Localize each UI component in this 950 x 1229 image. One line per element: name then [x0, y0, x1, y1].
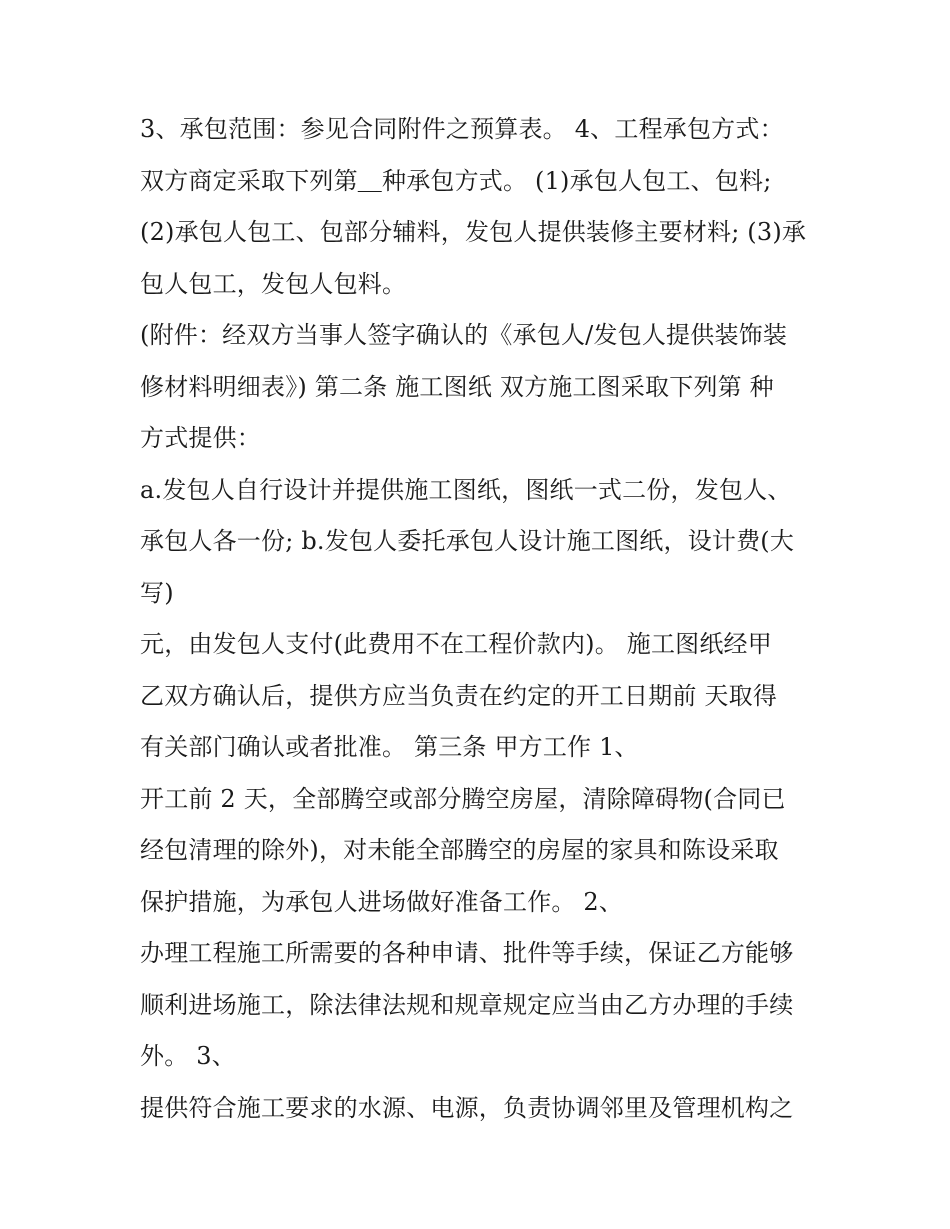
text-line: 写) — [140, 578, 174, 607]
text-line: a.发包人自行设计并提供施工图纸，图纸一式二份，发包人、 — [140, 475, 792, 504]
text-line: 开工前 2 天，全部腾空或部分腾空房屋，清除障碍物(合同已 — [140, 784, 786, 813]
text-line: 顺利进场施工，除法律法规和规章规定应当由乙方办理的手续 — [140, 990, 794, 1019]
text-line: 保护措施，为承包人进场做好准备工作。 2、 — [140, 887, 624, 916]
text-line: 双方商定采取下列第＿种承包方式。 (1)承包人包工、包料; — [140, 166, 772, 195]
text-line: 办理工程施工所需要的各种申请、批件等手续，保证乙方能够 — [140, 939, 794, 967]
text-line: 承包人各一份; b.发包人委托承包人设计施工图纸，设计费(大 — [140, 527, 795, 555]
text-line: 方式提供： — [140, 424, 261, 452]
document-body — [140, 104, 830, 1134]
text-line: 包人包工，发包人包料。 — [140, 269, 407, 298]
text-line: 有关部门确认或者批准。 第三条 甲方工作 1、 — [140, 733, 639, 761]
text-line: 乙双方确认后，提供方应当负责在约定的开工日期前 天取得 — [140, 681, 778, 710]
text-line: 经包清理的除外)，对未能全部腾空的房屋的家具和陈设采取 — [140, 836, 779, 864]
text-line: (2)承包人包工、包部分辅料，发包人提供装修主要材料; (3)承 — [140, 218, 807, 246]
text-line: 元，由发包人支付(此费用不在工程价款内)。 施工图纸经甲 — [140, 630, 772, 658]
text-line: 修材料明细表》) 第二条 施工图纸 双方施工图采取下列第 种 — [140, 372, 774, 401]
text-line: 外。 3、 — [140, 1042, 236, 1070]
text-line: 3、承包范围：参见合同附件之预算表。 4、工程承包方式： — [140, 115, 784, 143]
text-line: (附件：经双方当事人签字确认的《承包人/发包人提供装饰装 — [140, 321, 788, 349]
text-line: 提供符合施工要求的水源、电源，负责协调邻里及管理机构之 — [140, 1093, 794, 1122]
